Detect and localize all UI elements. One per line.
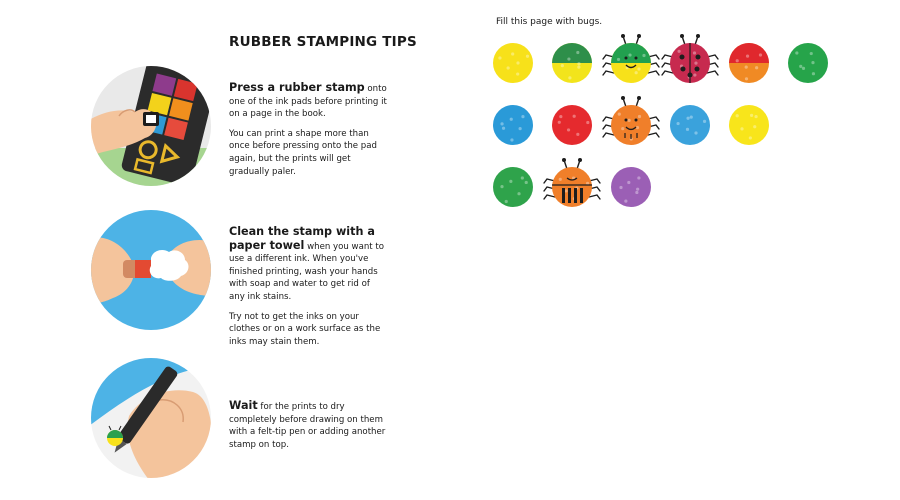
tip-lead: Clean the stamp with a paper towel <box>229 225 375 252</box>
tip-text: when you want to use a different ink. When you've finished printing, wash your hands with soap and water to get rid of any ink stains. <box>229 241 385 302</box>
stamp-print-11 <box>729 105 769 145</box>
stamp-print-7 <box>493 105 533 145</box>
stamp-print-8 <box>552 105 592 145</box>
tip-extra-text: Try not to get the inks on your clothes or on a work surface as the inks may stain them. <box>229 311 381 347</box>
stamp-print-14 <box>611 167 651 207</box>
tip-lead: Press a rubber stamp <box>229 81 365 94</box>
felt-tip-pen-illustration <box>89 356 213 480</box>
stamp-print-10 <box>670 105 710 145</box>
bug-stamps-area <box>480 28 840 218</box>
clean-stamp-illustration <box>89 208 213 332</box>
tip-wait <box>229 400 387 458</box>
tip-lead: Wait <box>229 399 258 412</box>
activity-caption: Fill this page with bugs. <box>496 17 603 27</box>
tip-text: for the prints to dry completely before drawing on them with a felt-tip pen or adding another stamp on top. <box>229 402 386 450</box>
tip-press-stamp <box>229 82 387 185</box>
stamp-print-5 <box>729 43 769 83</box>
stamp-print-13-striped-bug <box>544 158 600 207</box>
stamp-print-4-ladybird <box>662 34 718 83</box>
stamp-print-6 <box>788 43 828 83</box>
stamp-on-ink-pad-illustration <box>89 64 213 188</box>
tip-clean-stamp <box>229 226 387 355</box>
tip-extra-text: You can print a shape more than once before pressing onto the pad again, but the prints will get gradually paler. <box>229 128 377 177</box>
stamp-print-2 <box>552 43 592 83</box>
stamp-print-9-orange-bug <box>603 96 659 145</box>
tip-text: onto one of the ink pads before printing it on a page in the book. <box>229 84 387 120</box>
stamp-print-12 <box>493 167 533 207</box>
page-title: RUBBER STAMPING TIPS <box>229 34 417 50</box>
stamp-print-1 <box>493 43 533 83</box>
stamp-print-3-smiling-bug <box>603 34 659 83</box>
